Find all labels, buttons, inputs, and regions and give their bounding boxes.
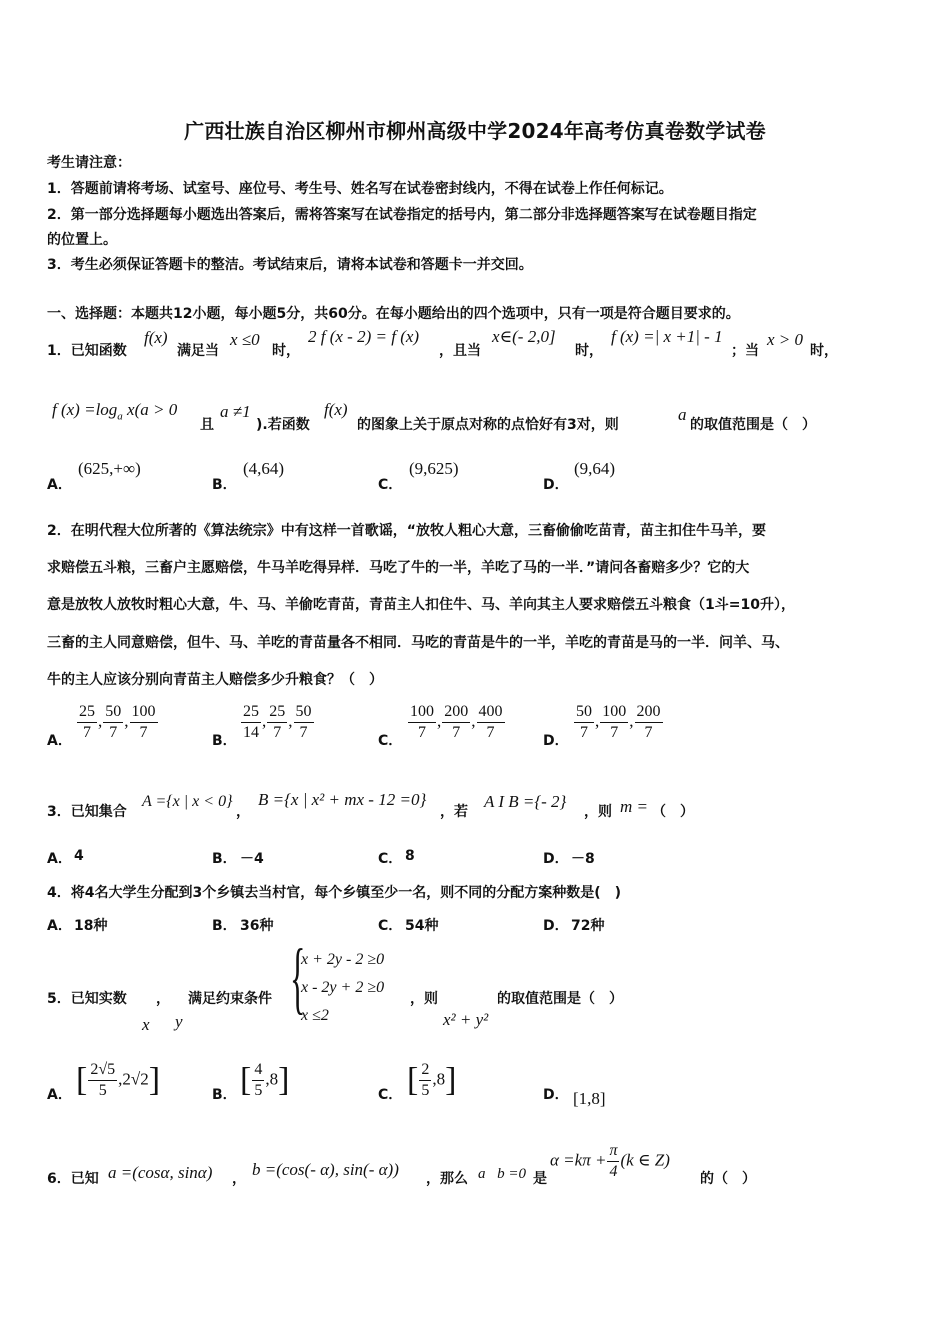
- q3-text: （ ）: [652, 804, 694, 820]
- notice-item: 3．考生必须保证答题卡的整洁。考试结束后，请将本试卷和答题卡一并交回。: [47, 257, 533, 273]
- option-value: $\frac{50}{7}$ , $\frac{100}{7}$ , $\frac{200}{7}$: [576, 703, 661, 741]
- q1-text: 时，: [272, 343, 300, 359]
- q5-text: ，则: [410, 991, 438, 1007]
- page-title: 广西壮族自治区柳州市柳州高级中学2024年高考仿真卷数学试卷: [184, 119, 766, 143]
- q2-line: 2．在明代程大位所著的《算法统宗》中有这样一首歌谣，“放牧人粗心大意，三畜偷偷吃苗青，苗主扣住牛马羊，要: [47, 523, 766, 539]
- option-label: C．: [378, 733, 403, 749]
- option-label: D．: [543, 477, 569, 493]
- q1-formula: a ≠1: [220, 402, 251, 421]
- option-value: (625,+∞): [78, 459, 141, 478]
- q5-text: 的取值范围是（ ）: [497, 991, 623, 1007]
- notice-heading: 考生请注意：: [47, 155, 131, 171]
- q6-text: ，那么: [426, 1171, 468, 1187]
- option-value: [ $\frac{2}{5}$ ,8]: [407, 1061, 457, 1099]
- option-label: D．: [543, 851, 569, 867]
- q3-formula: B ={x | x² + mx - 12 =0}: [258, 790, 427, 809]
- option-value: 72种: [571, 918, 605, 934]
- q6-formula: a =(cosα, sinα): [108, 1163, 213, 1182]
- q1-formula: f(x): [144, 328, 168, 347]
- section-heading: 一、选择题：本题共12小题，每小题5分，共60分。在每小题给出的四个选项中，只有一项是符合题目要求的。: [47, 306, 740, 322]
- option-label: C．: [378, 918, 403, 934]
- option-label: A．: [47, 851, 72, 867]
- q1-text: 满足当: [177, 343, 219, 359]
- option-label: A．: [47, 477, 72, 493]
- q3-formula: m =: [620, 797, 648, 816]
- option-value: 18种: [74, 918, 108, 934]
- option-label: C．: [378, 1087, 403, 1103]
- q6-condition: α =kπ + $\frac{\pi}{4}$ (k ∈ Z): [550, 1142, 670, 1180]
- option-value: －4: [240, 851, 264, 867]
- q5-formula: x² + y²: [443, 1010, 489, 1029]
- q1-formula: f (x) =| x +1| - 1: [611, 327, 723, 346]
- q1-formula: a: [678, 405, 687, 424]
- q6-text: 是: [533, 1171, 547, 1187]
- q1-formula: f $(x) =\log_a$ x(a > 0: [52, 400, 178, 423]
- option-value: 36种: [240, 918, 274, 934]
- q1-text: 的图象上关于原点对称的点恰好有3对，则: [357, 417, 619, 433]
- q2-line: 求赔偿五斗粮，三畜户主愿赔偿，牛马羊吃得异样．马吃了牛的一半，羊吃了马的一半．”请问各畜赔多少？它的大: [47, 560, 750, 576]
- q3-text: ，: [236, 804, 250, 820]
- q6-formula: a⃗b =0: [478, 1166, 527, 1182]
- option-label: B．: [212, 477, 237, 493]
- option-value: 4: [74, 848, 84, 864]
- option-value: 54种: [405, 918, 439, 934]
- q4-text: 4．将4名大学生分配到3个乡镇去当村官，每个乡镇至少一名，则不同的分配方案种数是( ): [47, 885, 622, 901]
- q5-formula: x: [142, 1015, 150, 1034]
- notice-item: 的位置上。: [47, 232, 117, 248]
- q1-text: ).若函数: [256, 417, 310, 433]
- option-label: A．: [47, 1087, 72, 1103]
- option-label: B．: [212, 851, 237, 867]
- q6-text: ，: [232, 1171, 246, 1187]
- constraint-system: x + 2y - 2 ≥0 x - 2y + 2 ≥0 x ≤2: [301, 951, 385, 1024]
- option-label: B．: [212, 1087, 237, 1103]
- q1-text: ，且当: [439, 343, 481, 359]
- option-value: [ $\frac{4}{5}$ ,8]: [240, 1061, 290, 1099]
- option-value: (9,64): [574, 459, 616, 478]
- option-label: B．: [212, 733, 237, 749]
- option-label: C．: [378, 477, 403, 493]
- notice-item: 1．答题前请将考场、试室号、座位号、考生号、姓名写在试卷密封线内，不得在试卷上作任何标记。: [47, 181, 673, 197]
- q1-text: 的取值范围是（ ）: [690, 417, 816, 433]
- q6-formula: b =(cos(- α), sin(- α)): [252, 1160, 399, 1179]
- q3-formula: A ={x | x < 0}: [142, 793, 233, 810]
- option-label: C．: [378, 851, 403, 867]
- option-label: A．: [47, 733, 72, 749]
- q3-formula: A I B ={- 2}: [484, 792, 567, 811]
- q1-formula: x > 0: [767, 330, 804, 349]
- q1-text: ；当: [731, 343, 759, 359]
- q5-text: ，: [156, 991, 170, 1007]
- q5-text: 5．已知实数: [47, 991, 127, 1007]
- q6-text: 6．已知: [47, 1171, 99, 1187]
- q2-line: 三畜的主人同意赔偿，但牛、马、羊吃的青苗量各不相同．马吃的青苗是牛的一半，羊吃的青苗是马的一半．问羊、马、: [47, 635, 789, 651]
- notice-item: 2．第一部分选择题每小题选出答案后，需将答案写在试卷指定的括号内，第二部分非选择题答案写在试卷题目指定: [47, 207, 757, 223]
- option-label: D．: [543, 733, 569, 749]
- q3-text: ，则: [584, 804, 612, 820]
- q2-line: 牛的主人应该分别向青苗主人赔偿多少升粮食？（ ）: [47, 672, 383, 688]
- q1-text: 1．已知函数: [47, 343, 127, 359]
- option-label: A．: [47, 918, 72, 934]
- q1-text: 且: [200, 417, 214, 433]
- q1-formula: x∈(- 2,0]: [492, 327, 556, 346]
- q3-text: ，若: [440, 804, 468, 820]
- option-value: $\frac{25}{7}$ , $\frac{50}{7}$ , $\frac{100}{7}$: [79, 703, 156, 741]
- q2-line: 意是放牧人放牧时粗心大意，牛、马、羊偷吃青苗，青苗主人扣住牛、马、羊向其主人要求赔偿五斗粮食（1斗=10升），: [47, 597, 795, 613]
- q6-text: 的（ ）: [700, 1171, 756, 1187]
- q1-formula: 2 f (x - 2) = f (x): [308, 327, 420, 346]
- q5-text: 满足约束条件: [188, 991, 272, 1007]
- option-label: D．: [543, 1087, 569, 1103]
- option-label: B．: [212, 918, 237, 934]
- q3-text: 3．已知集合: [47, 804, 127, 820]
- q1-text: 时，: [575, 343, 603, 359]
- option-value: [ $\frac{2√5}{5}$ ,2√2]: [76, 1061, 161, 1099]
- option-value: [1,8]: [573, 1089, 606, 1108]
- q1-formula: f(x): [324, 400, 348, 419]
- option-value: －8: [571, 851, 595, 867]
- option-value: (9,625): [409, 459, 459, 478]
- q1-formula: x ≤0: [230, 330, 260, 349]
- option-value: 8: [405, 848, 415, 864]
- option-value: $\frac{100}{7}$ , $\frac{200}{7}$ , $\frac{400}{7}$: [410, 703, 503, 741]
- q5-formula: y: [175, 1012, 183, 1031]
- option-value: (4,64): [243, 459, 285, 478]
- option-value: $\frac{25}{14}$ , $\frac{25}{7}$ , $\frac{50}{7}$: [243, 703, 312, 741]
- brace-icon: {: [290, 934, 306, 1022]
- option-label: D．: [543, 918, 569, 934]
- q1-text: 时，: [810, 343, 838, 359]
